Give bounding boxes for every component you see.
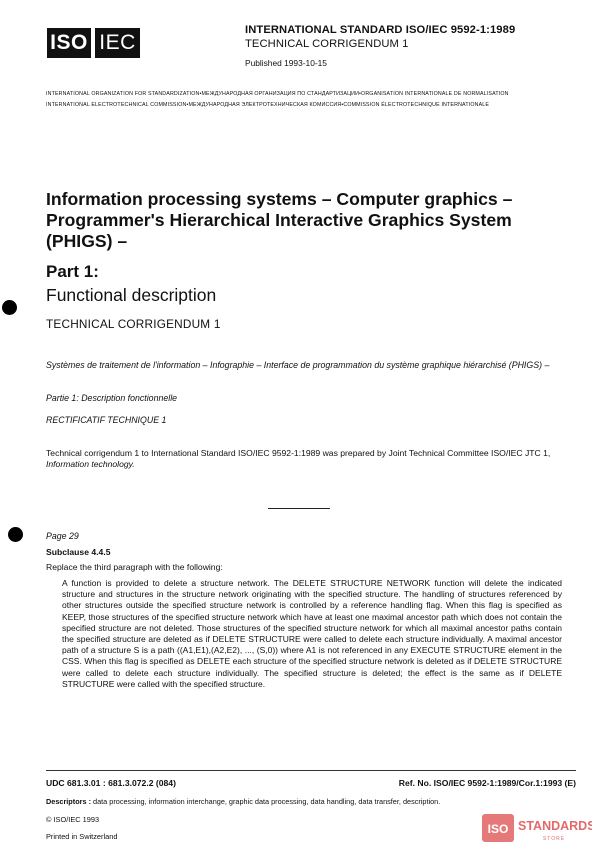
french-part: Partie 1: Description fonctionnelle xyxy=(46,393,178,403)
iec-logo xyxy=(95,28,140,58)
organization-line-2: INTERNATIONAL ELECTROTECHNICAL COMMISSION•МЕЖДУНАРОДНАЯ ЭЛЕКТРОТЕХНИЧЕСКАЯ КОМИССИЯ•COMMISSION ÉLECTROTECHNIQUE INTERNATIONALE xyxy=(46,102,490,108)
copyright: © ISO/IEC 1993 xyxy=(46,815,100,824)
standard-title: INTERNATIONAL STANDARD ISO/IEC 9592-1:1989 xyxy=(245,24,516,36)
replace-instruction: Replace the third paragraph with the following: xyxy=(46,562,223,572)
intro-paragraph xyxy=(46,448,568,471)
descriptors-line xyxy=(46,797,440,806)
descriptors-text: data processing, information interchange, graphic data processing, data handling, data transfer, description. xyxy=(91,797,441,806)
margin-bullet-2 xyxy=(8,527,23,542)
watermark-store-text: STORE xyxy=(542,836,566,842)
reference-number: Ref. No. ISO/IEC 9592-1:1989/Cor.1:1993 (E) xyxy=(398,778,576,788)
document-title: Information processing systems – Computer graphics – Programmer's Hierarchical Interactive Graphics System (PHIGS) – xyxy=(46,189,513,251)
section-divider xyxy=(268,508,330,509)
french-rectificatif: RECTIFICATIF TECHNIQUE 1 xyxy=(46,415,167,425)
margin-bullet-1 xyxy=(2,300,17,315)
replacement-paragraph: A function is provided to delete a structure network. The DELETE STRUCTURE NETWORK function will delete the indicated structure and structures in the structure network originating with the specified structure. The handling of structures referenced by other structures outside the specified structure network is controlled by a reference handling flag. When this flag is specified as KEEP, those structures of the specified structure network which have at least one maximal ancestor path which does not contain the specified structure are not deleted. Those structures of the specified structure network for which all maximal ancestor paths contain the specified structure are deleted as if DELETE STRUCTURE were called to delete each structure individually. A maximal ancestor path of a structure S is a path ((A1,E1),(A2,E2), ..., (S,0)) where A1 is not referenced in any EXECUTE STRUCTURE element in the CSS. When this flag is specified as DELETE each structure of the specified structure network is deleted as if DELETE STRUCTURE were called to delete each structure individually. The specified structure is deleted; the effect is the same as if DELETE STRUCTURE were called with the specified structure. xyxy=(62,578,562,689)
watermark-graphic xyxy=(482,810,592,844)
watermark-standards-text: STANDARDS xyxy=(518,819,592,833)
technical-corrigendum-label: TECHNICAL CORRIGENDUM 1 xyxy=(46,317,221,331)
iso-logo xyxy=(47,28,91,58)
organization-line-1: INTERNATIONAL ORGANIZATION FOR STANDARDIZATION•МЕЖДУНАРОДНАЯ ОРГАНИЗАЦИЯ ПО СТАНДАРТИЗАЦИИ•ORGANISATION INTERNATIONALE DE NORMALISATION xyxy=(46,91,509,97)
intro-italic: Information technology. xyxy=(46,459,135,470)
functional-description: Functional description xyxy=(46,285,217,305)
udc-number: UDC 681.3.01 : 681.3.072.2 (084) xyxy=(46,778,176,788)
iso-standards-store-watermark xyxy=(482,810,592,844)
correction-page: Page 29 xyxy=(46,531,79,541)
part-label: Part 1: xyxy=(46,262,99,281)
iso-logo-text: ISO xyxy=(50,31,88,54)
french-title: Systèmes de traitement de l'information – Infographie – Interface de programmation du système graphique hiérarchisé (PHIGS) – xyxy=(46,360,550,370)
descriptors-label: Descriptors : xyxy=(46,797,92,806)
watermark-iso-text: ISO xyxy=(487,822,509,836)
footer-divider xyxy=(46,770,576,771)
iec-logo-text: IEC xyxy=(99,31,136,54)
subclause-label: Subclause 4.4.5 xyxy=(46,547,111,557)
printed-location: Printed in Switzerland xyxy=(46,832,118,841)
published-date: Published 1993-10-15 xyxy=(245,58,327,68)
intro-text: Technical corrigendum 1 to International Standard ISO/IEC 9592-1:1989 was prepared by Joint Technical Committee ISO/IEC JTC 1, xyxy=(46,448,551,458)
corrigendum-title: TECHNICAL CORRIGENDUM 1 xyxy=(245,38,409,50)
